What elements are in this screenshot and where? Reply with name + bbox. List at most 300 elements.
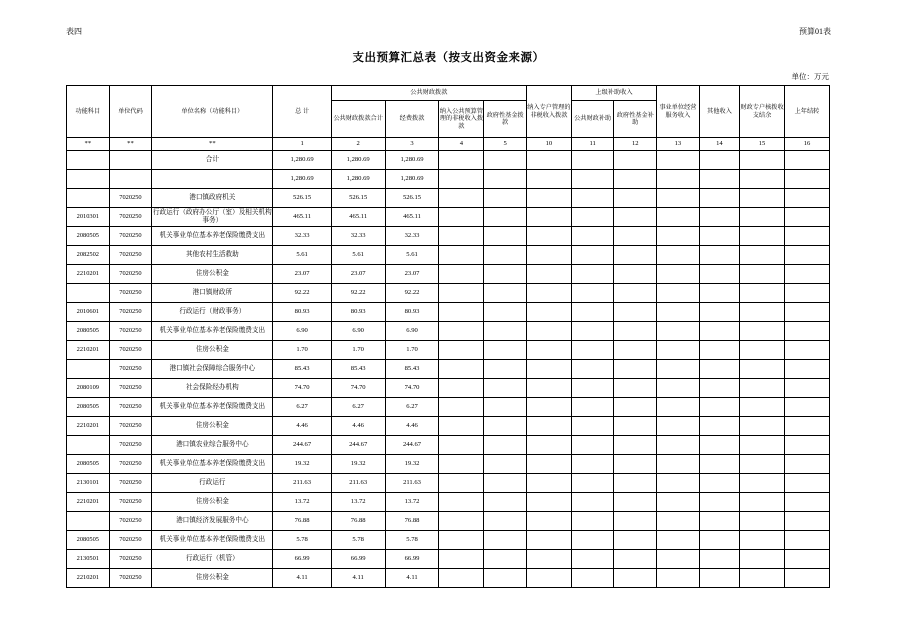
cell-empty [526, 436, 571, 455]
cell-empty [614, 303, 657, 322]
cell-function-code: 2080109 [67, 379, 110, 398]
num-cell-11: 13 [657, 138, 700, 151]
col-function-code: 功能科目 [67, 86, 110, 138]
cell-funding: 92.22 [385, 284, 439, 303]
cell-empty [571, 417, 614, 436]
cell-function-code: 2080505 [67, 398, 110, 417]
cell-empty [439, 246, 484, 265]
cell-empty [571, 303, 614, 322]
cell-funding: 465.11 [385, 208, 439, 227]
cell-empty [699, 417, 739, 436]
cell-empty [784, 417, 829, 436]
cell-empty [439, 569, 484, 588]
cell-empty [657, 151, 700, 170]
cell-function-code: 2210201 [67, 341, 110, 360]
cell-empty [657, 170, 700, 189]
cell-empty [699, 360, 739, 379]
cell-unit-code: 7020250 [109, 455, 152, 474]
num-cell-2: ** [152, 138, 273, 151]
table-header [67, 86, 830, 151]
cell-function-code: 2210201 [67, 493, 110, 512]
cell-total: 74.70 [273, 379, 331, 398]
cell-empty [484, 303, 527, 322]
cell-empty [439, 493, 484, 512]
cell-empty [484, 512, 527, 531]
cell-unit-code: 7020250 [109, 569, 152, 588]
cell-funding: 1,280.69 [385, 170, 439, 189]
cell-empty [571, 246, 614, 265]
cell-total: 13.72 [273, 493, 331, 512]
header-left-label: 表四 [66, 27, 82, 36]
cell-empty [740, 379, 785, 398]
cell-pf-total: 6.27 [331, 398, 385, 417]
cell-funding: 76.88 [385, 512, 439, 531]
table-row [67, 170, 830, 189]
cell-total: 6.90 [273, 322, 331, 341]
cell-empty [657, 569, 700, 588]
num-cell-3: 1 [273, 138, 331, 151]
cell-empty [699, 151, 739, 170]
table-row [67, 493, 830, 512]
cell-empty [484, 341, 527, 360]
cell-funding: 5.78 [385, 531, 439, 550]
unit-note: 单位：万元 [791, 72, 829, 81]
cell-empty [614, 265, 657, 284]
col-govfund-subsidy: 政府性基金补助 [614, 101, 657, 138]
cell-unit-name: 机关事业单位基本养老保险缴费支出 [152, 531, 273, 550]
cell-empty [740, 227, 785, 246]
cell-empty [657, 455, 700, 474]
cell-empty [740, 493, 785, 512]
cell-funding: 32.33 [385, 227, 439, 246]
cell-unit-name: 机关事业单位基本养老保险缴费支出 [152, 398, 273, 417]
cell-empty [484, 417, 527, 436]
cell-pf-total: 23.07 [331, 265, 385, 284]
cell-empty [571, 322, 614, 341]
cell-function-code: 2080505 [67, 531, 110, 550]
cell-empty [699, 189, 739, 208]
table-row [67, 265, 830, 284]
cell-total: 6.27 [273, 398, 331, 417]
cell-empty [699, 303, 739, 322]
cell-funding: 526.15 [385, 189, 439, 208]
cell-empty [784, 322, 829, 341]
cell-funding: 6.90 [385, 322, 439, 341]
col-finance-account-balance: 财政专户核拨收支结余 [740, 86, 785, 138]
cell-empty [484, 550, 527, 569]
cell-unit-name: 住房公积金 [152, 569, 273, 588]
cell-unit-code: 7020250 [109, 360, 152, 379]
table-row [67, 322, 830, 341]
cell-funding: 1,280.69 [385, 151, 439, 170]
col-special-account: 纳入专户管理的非税收入拨款 [526, 86, 571, 138]
cell-empty [740, 170, 785, 189]
cell-total: 465.11 [273, 208, 331, 227]
col-nontax-budget: 纳入公共预算管理的非税收入拨款 [439, 101, 484, 138]
cell-total: 1.70 [273, 341, 331, 360]
cell-empty [439, 512, 484, 531]
cell-pf-total: 6.90 [331, 322, 385, 341]
cell-total: 32.33 [273, 227, 331, 246]
cell-empty [571, 436, 614, 455]
cell-total: 1,280.69 [273, 151, 331, 170]
cell-empty [439, 360, 484, 379]
cell-unit-code: 7020250 [109, 284, 152, 303]
cell-empty [784, 569, 829, 588]
cell-pf-total: 4.11 [331, 569, 385, 588]
cell-pf-total: 5.61 [331, 246, 385, 265]
cell-funding: 4.46 [385, 417, 439, 436]
cell-empty [614, 341, 657, 360]
cell-unit-code: 7020250 [109, 208, 152, 227]
cell-pf-total: 5.78 [331, 531, 385, 550]
num-cell-10: 12 [614, 138, 657, 151]
cell-total: 76.88 [273, 512, 331, 531]
cell-empty [657, 493, 700, 512]
cell-empty [526, 379, 571, 398]
cell-total: 211.63 [273, 474, 331, 493]
cell-total: 5.61 [273, 246, 331, 265]
cell-funding: 85.43 [385, 360, 439, 379]
cell-unit-name [152, 170, 273, 189]
cell-empty [571, 531, 614, 550]
cell-empty [784, 474, 829, 493]
table-row [67, 398, 830, 417]
cell-unit-code: 7020250 [109, 303, 152, 322]
cell-empty [614, 208, 657, 227]
cell-empty [526, 569, 571, 588]
cell-empty [484, 322, 527, 341]
num-cell-12: 14 [699, 138, 739, 151]
col-funding-allocation: 经费拨款 [385, 101, 439, 138]
cell-empty [439, 531, 484, 550]
cell-function-code: 2080505 [67, 227, 110, 246]
cell-pf-total: 85.43 [331, 360, 385, 379]
cell-unit-name: 行政运行 [152, 474, 273, 493]
cell-empty [614, 151, 657, 170]
cell-empty [657, 417, 700, 436]
num-cell-1: ** [109, 138, 152, 151]
cell-pf-total: 1,280.69 [331, 170, 385, 189]
cell-empty [740, 550, 785, 569]
cell-empty [784, 493, 829, 512]
page-title: 支出预算汇总表（按支出资金来源） [352, 52, 545, 64]
col-pf-total: 公共财政拨款合计 [331, 101, 385, 138]
cell-funding: 6.27 [385, 398, 439, 417]
cell-empty [614, 322, 657, 341]
cell-function-code: 2082502 [67, 246, 110, 265]
cell-empty [699, 398, 739, 417]
cell-empty [740, 208, 785, 227]
cell-empty [484, 474, 527, 493]
cell-empty [571, 550, 614, 569]
cell-function-code: 2130101 [67, 474, 110, 493]
cell-empty [614, 189, 657, 208]
header-right-label: 预算01表 [799, 27, 831, 36]
cell-empty [699, 474, 739, 493]
cell-empty [526, 151, 571, 170]
cell-empty [699, 322, 739, 341]
cell-empty [784, 246, 829, 265]
cell-empty [439, 550, 484, 569]
cell-empty [526, 303, 571, 322]
budget-table [66, 85, 830, 588]
cell-empty [484, 398, 527, 417]
cell-empty [784, 341, 829, 360]
cell-empty [614, 379, 657, 398]
cell-unit-code: 7020250 [109, 417, 152, 436]
cell-empty [740, 341, 785, 360]
cell-pf-total: 13.72 [331, 493, 385, 512]
cell-empty [571, 341, 614, 360]
cell-unit-name: 住房公积金 [152, 493, 273, 512]
cell-empty [571, 265, 614, 284]
cell-empty [484, 227, 527, 246]
cell-empty [614, 436, 657, 455]
cell-empty [740, 189, 785, 208]
cell-empty [484, 531, 527, 550]
cell-funding: 19.32 [385, 455, 439, 474]
table-body [67, 151, 830, 588]
cell-empty [526, 550, 571, 569]
cell-unit-name: 机关事业单位基本养老保险缴费支出 [152, 227, 273, 246]
cell-pf-total: 1.70 [331, 341, 385, 360]
cell-empty [571, 360, 614, 379]
cell-empty [699, 455, 739, 474]
cell-function-code [67, 284, 110, 303]
cell-empty [699, 170, 739, 189]
cell-unit-name: 港口镇社会保障综合服务中心 [152, 360, 273, 379]
cell-empty [439, 265, 484, 284]
cell-empty [526, 474, 571, 493]
cell-function-code: 2210201 [67, 417, 110, 436]
table-row [67, 151, 830, 170]
cell-empty [614, 170, 657, 189]
cell-empty [740, 322, 785, 341]
cell-empty [784, 170, 829, 189]
column-number-row [67, 138, 830, 151]
cell-empty [657, 322, 700, 341]
cell-empty [614, 493, 657, 512]
group-superior-subsidy: 上级补助收入 [571, 86, 656, 101]
cell-empty [784, 550, 829, 569]
cell-empty [699, 512, 739, 531]
table-row [67, 379, 830, 398]
cell-empty [740, 284, 785, 303]
cell-function-code [67, 170, 110, 189]
cell-empty [571, 379, 614, 398]
table-row [67, 246, 830, 265]
cell-empty [740, 512, 785, 531]
cell-pf-total: 4.46 [331, 417, 385, 436]
cell-empty [439, 417, 484, 436]
cell-function-code [67, 436, 110, 455]
cell-pf-total: 465.11 [331, 208, 385, 227]
cell-empty [657, 550, 700, 569]
table-row [67, 284, 830, 303]
cell-function-code: 2080505 [67, 455, 110, 474]
cell-empty [526, 531, 571, 550]
col-pf-subsidy: 公共财政补助 [571, 101, 614, 138]
cell-unit-name: 港口镇农业综合服务中心 [152, 436, 273, 455]
cell-empty [740, 474, 785, 493]
cell-empty [740, 265, 785, 284]
cell-empty [784, 189, 829, 208]
cell-empty [484, 284, 527, 303]
cell-function-code [67, 189, 110, 208]
cell-pf-total: 80.93 [331, 303, 385, 322]
cell-empty [439, 341, 484, 360]
group-public-finance: 公共财政拨款 [331, 86, 526, 101]
cell-empty [571, 493, 614, 512]
cell-empty [699, 550, 739, 569]
cell-funding: 13.72 [385, 493, 439, 512]
table-row [67, 341, 830, 360]
cell-funding: 1.70 [385, 341, 439, 360]
cell-empty [699, 246, 739, 265]
table-row [67, 417, 830, 436]
cell-funding: 23.07 [385, 265, 439, 284]
cell-function-code: 2080505 [67, 322, 110, 341]
cell-unit-code: 7020250 [109, 474, 152, 493]
cell-pf-total: 32.33 [331, 227, 385, 246]
cell-empty [657, 303, 700, 322]
cell-empty [526, 341, 571, 360]
cell-function-code [67, 360, 110, 379]
table-row [67, 474, 830, 493]
cell-empty [657, 208, 700, 227]
table-row [67, 436, 830, 455]
cell-empty [439, 379, 484, 398]
cell-total: 92.22 [273, 284, 331, 303]
cell-unit-code: 7020250 [109, 227, 152, 246]
cell-empty [699, 208, 739, 227]
cell-total: 66.99 [273, 550, 331, 569]
cell-empty [699, 341, 739, 360]
cell-unit-code: 7020250 [109, 322, 152, 341]
cell-funding: 5.61 [385, 246, 439, 265]
cell-empty [699, 227, 739, 246]
cell-unit-code: 7020250 [109, 550, 152, 569]
cell-empty [614, 246, 657, 265]
cell-total: 4.11 [273, 569, 331, 588]
cell-empty [784, 303, 829, 322]
cell-empty [526, 227, 571, 246]
cell-empty [526, 265, 571, 284]
cell-pf-total: 244.67 [331, 436, 385, 455]
cell-empty [699, 493, 739, 512]
table-row [67, 227, 830, 246]
cell-unit-name: 港口镇政府机关 [152, 189, 273, 208]
cell-empty [614, 474, 657, 493]
cell-unit-name: 住房公积金 [152, 265, 273, 284]
cell-empty [526, 512, 571, 531]
cell-pf-total: 1,280.69 [331, 151, 385, 170]
cell-unit-name: 其他农村生活救助 [152, 246, 273, 265]
num-cell-8: 10 [526, 138, 571, 151]
cell-empty [657, 474, 700, 493]
table-row [67, 208, 830, 227]
cell-empty [439, 227, 484, 246]
cell-pf-total: 92.22 [331, 284, 385, 303]
cell-unit-name: 合计 [152, 151, 273, 170]
cell-unit-name: 机关事业单位基本养老保险缴费支出 [152, 455, 273, 474]
cell-empty [526, 360, 571, 379]
cell-empty [657, 265, 700, 284]
cell-empty [526, 189, 571, 208]
cell-funding: 244.67 [385, 436, 439, 455]
cell-empty [484, 436, 527, 455]
cell-unit-code [109, 170, 152, 189]
cell-empty [614, 284, 657, 303]
col-gov-fund: 政府性基金拨款 [484, 101, 527, 138]
cell-unit-code: 7020250 [109, 531, 152, 550]
cell-empty [657, 398, 700, 417]
num-cell-0: ** [67, 138, 110, 151]
cell-empty [571, 398, 614, 417]
cell-empty [614, 417, 657, 436]
cell-empty [571, 227, 614, 246]
cell-empty [484, 246, 527, 265]
cell-unit-code: 7020250 [109, 341, 152, 360]
page-header [66, 26, 831, 37]
cell-total: 244.67 [273, 436, 331, 455]
num-cell-9: 11 [571, 138, 614, 151]
cell-empty [571, 208, 614, 227]
cell-function-code: 2010301 [67, 208, 110, 227]
cell-empty [657, 512, 700, 531]
cell-empty [571, 284, 614, 303]
col-carryover: 上年结转 [784, 86, 829, 138]
cell-empty [740, 398, 785, 417]
cell-unit-name: 港口镇经济发展服务中心 [152, 512, 273, 531]
cell-unit-code: 7020250 [109, 512, 152, 531]
cell-unit-name: 住房公积金 [152, 341, 273, 360]
cell-empty [699, 379, 739, 398]
cell-empty [484, 569, 527, 588]
cell-empty [699, 569, 739, 588]
cell-function-code: 2010601 [67, 303, 110, 322]
cell-total: 526.15 [273, 189, 331, 208]
cell-unit-code [109, 151, 152, 170]
cell-funding: 211.63 [385, 474, 439, 493]
cell-empty [657, 379, 700, 398]
cell-unit-code: 7020250 [109, 246, 152, 265]
cell-empty [657, 341, 700, 360]
cell-empty [784, 360, 829, 379]
col-unit-name: 单位名称（功能科目） [152, 86, 273, 138]
cell-empty [657, 531, 700, 550]
cell-empty [740, 569, 785, 588]
col-total: 总 计 [273, 86, 331, 138]
col-business-income: 事业单位经营服务收入 [657, 86, 700, 138]
cell-empty [784, 379, 829, 398]
cell-empty [571, 512, 614, 531]
cell-empty [740, 436, 785, 455]
cell-empty [526, 170, 571, 189]
cell-empty [740, 417, 785, 436]
col-unit-code: 单位代码 [109, 86, 152, 138]
cell-unit-name: 社会保险经办机构 [152, 379, 273, 398]
num-cell-14: 16 [784, 138, 829, 151]
cell-pf-total: 66.99 [331, 550, 385, 569]
cell-empty [614, 360, 657, 379]
cell-empty [784, 227, 829, 246]
cell-empty [484, 265, 527, 284]
cell-pf-total: 74.70 [331, 379, 385, 398]
cell-empty [657, 360, 700, 379]
cell-empty [784, 531, 829, 550]
